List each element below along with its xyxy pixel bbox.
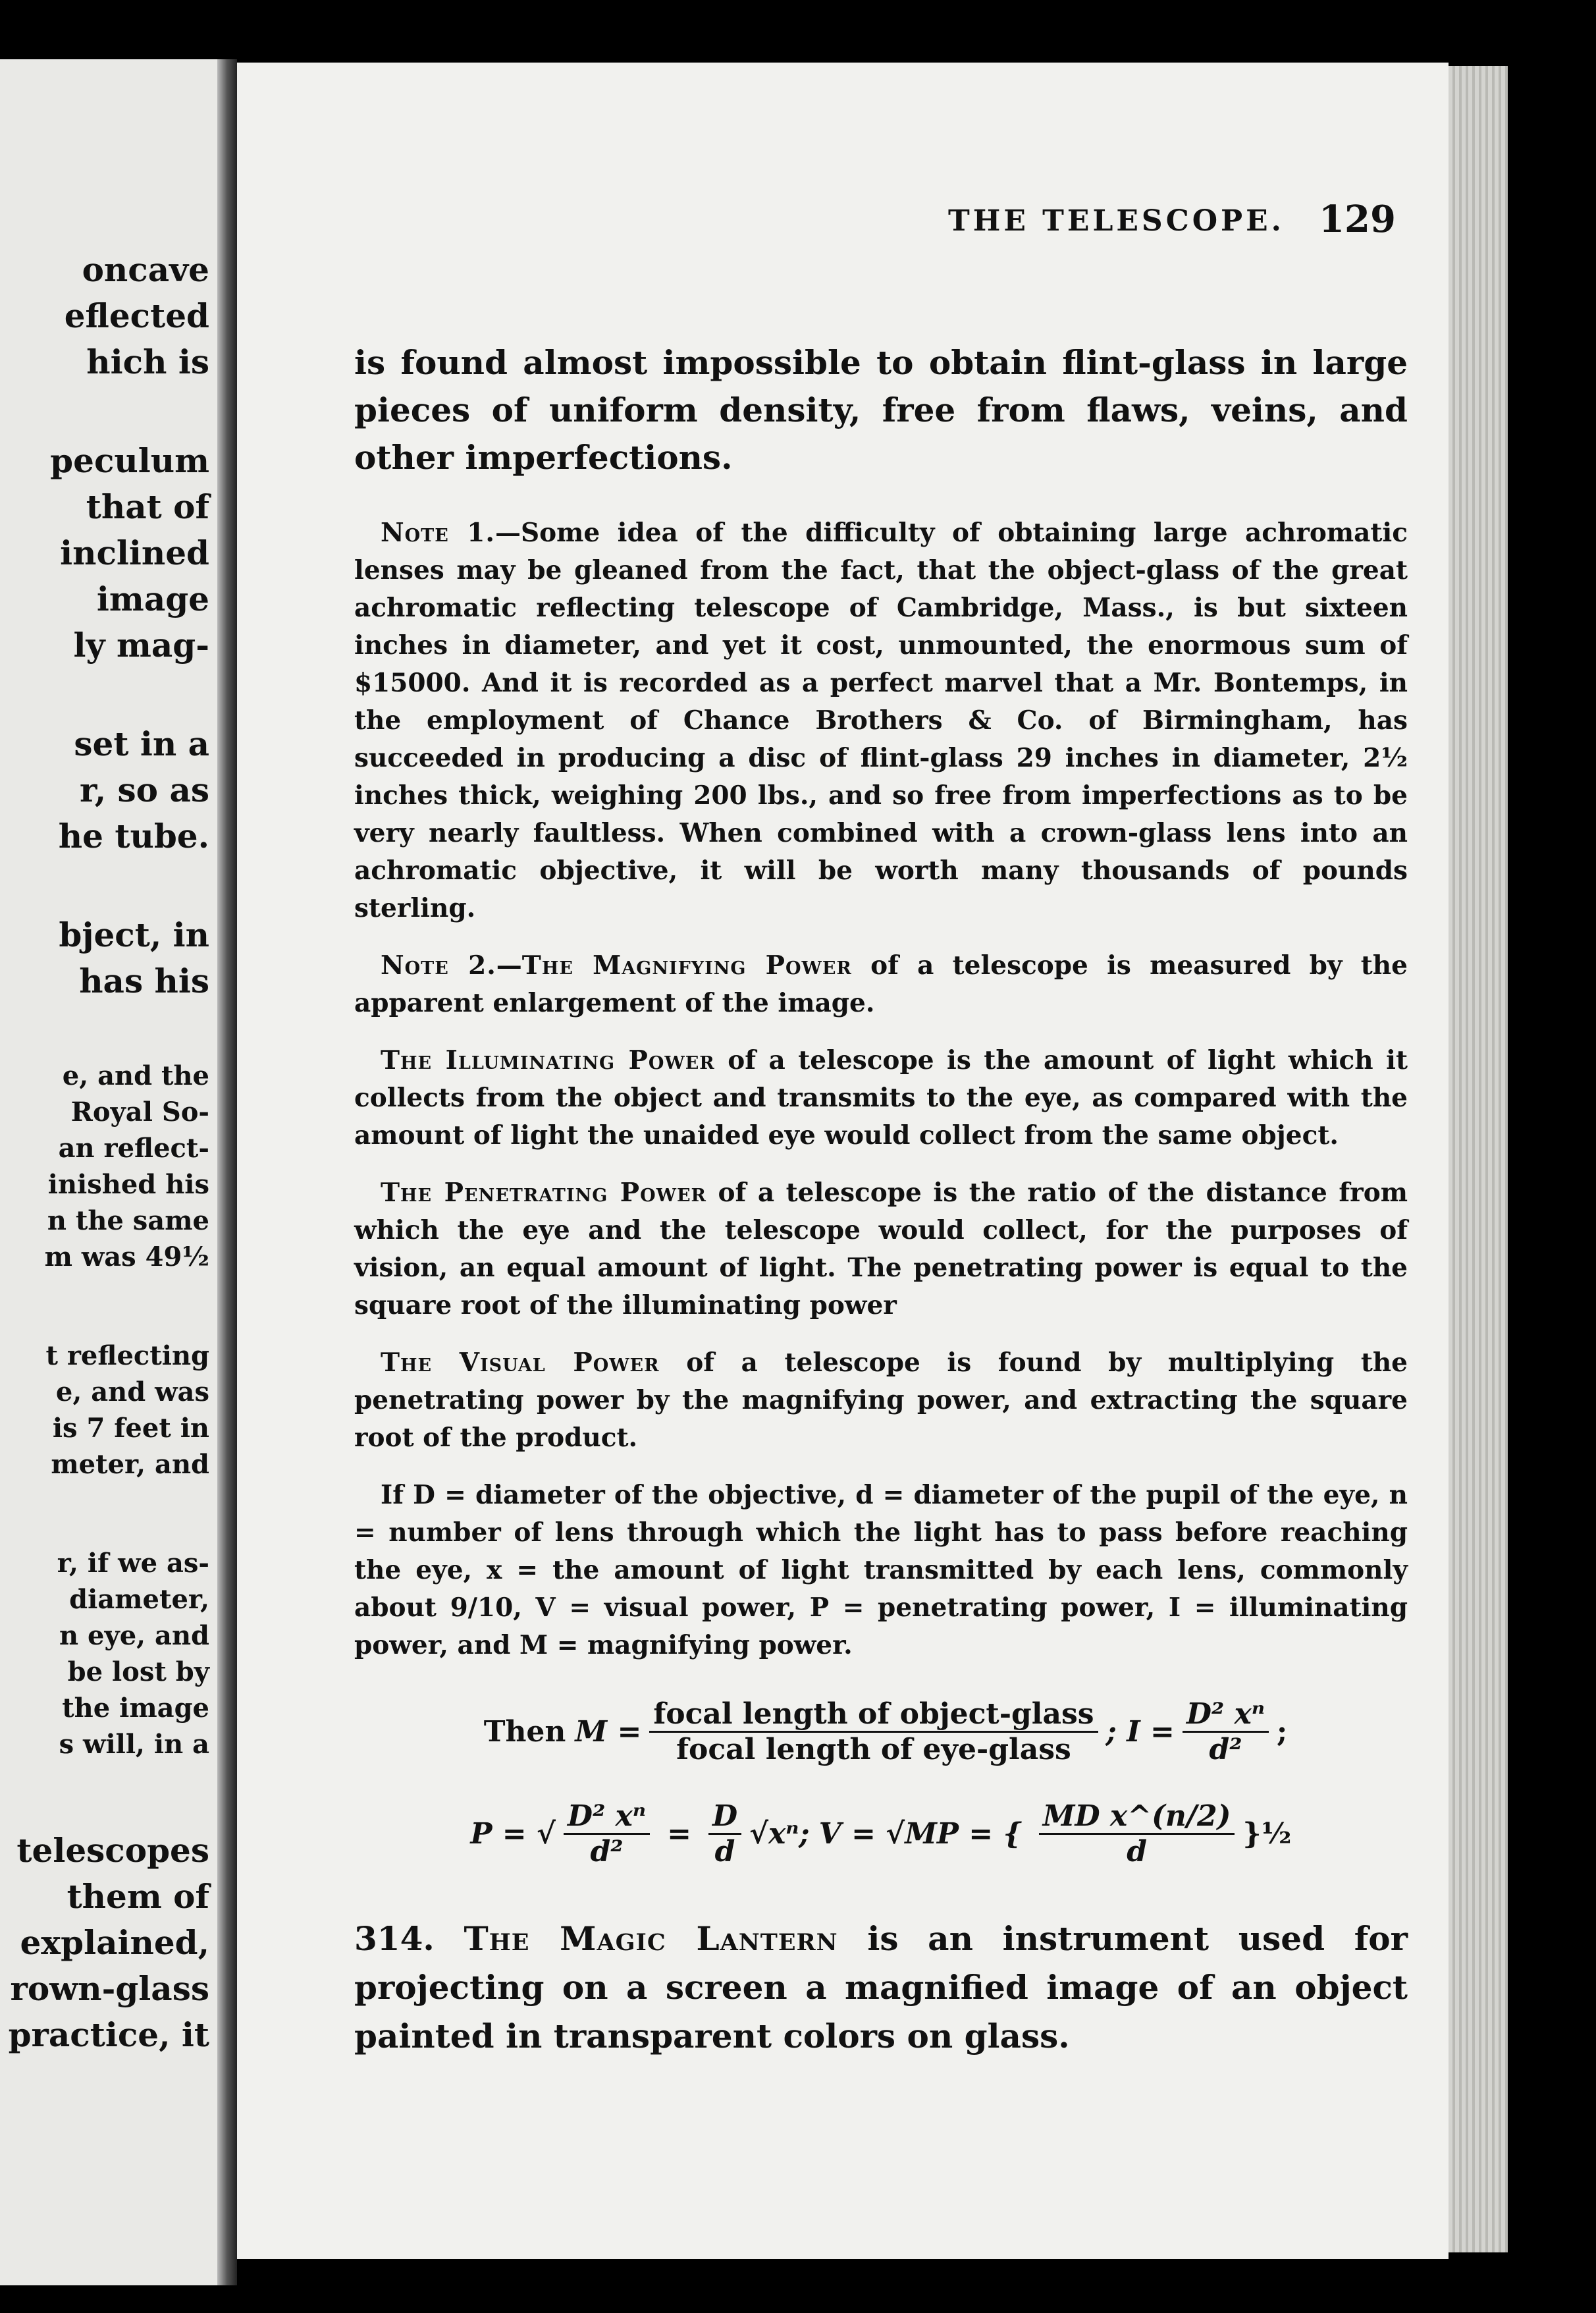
- note-1-text: —Some idea of the difficulty of obtaining large achromatic lenses may be gleaned from the fact, that the object-glass of the great achromatic reflecting telescope of Cambridge, Mass., is but sixteen inches in diameter, and yet it cost, unmounted, the enormous sum of $15000. And it is recorded as a perfect marvel that a Mr. Bontemps, in the employment of Chance Brothers & Co. of Birmingham, has succeeded in producing a disc of flint-glass 29 inches in diameter, 2½ inches thick, weighing 200 lbs., and so free from imperfections as to be very nearly faultless. When combined with a crown-glass lens into an achromatic objective, it will be worth many thousands of pounds sterling.: [354, 518, 1408, 923]
- m-numerator: focal length of object-glass: [649, 1697, 1098, 1733]
- left-page-fragment: e, and the: [62, 1060, 209, 1091]
- left-page-fragment: inclined: [60, 533, 209, 572]
- page-content: [354, 339, 1408, 2061]
- left-page-fragment: meter, and: [51, 1449, 209, 1480]
- magnifying-power-term: The Magnifying Power: [521, 950, 852, 981]
- p-numerator: D² xⁿ: [564, 1799, 650, 1835]
- left-page-fragment: practice, it: [8, 2015, 209, 2054]
- left-page-fragment: eflected: [64, 296, 209, 335]
- formula-m-i: [354, 1697, 1408, 1766]
- left-page-fragment: them of: [66, 1877, 209, 1916]
- penetrating-power-term: The Penetrating Power: [381, 1178, 706, 1208]
- left-page-fragment: e, and was: [55, 1376, 209, 1407]
- left-page-fragment: is 7 feet in: [52, 1413, 209, 1444]
- v-numerator: MD x^(n/2): [1039, 1799, 1235, 1835]
- left-page: [0, 59, 217, 2285]
- left-page-fragment: bject, in: [59, 915, 209, 954]
- left-page-fragment: peculum: [50, 441, 209, 480]
- left-page-fragment: telescopes: [16, 1831, 209, 1870]
- illuminating-power-term: The Illuminating Power: [381, 1045, 715, 1075]
- i-lhs: ; I =: [1105, 1715, 1175, 1749]
- left-page-fragment: Royal So-: [70, 1097, 209, 1128]
- penetrating-power-paragraph: [354, 1174, 1408, 1324]
- intro-paragraph: is found almost impossible to obtain flint-glass in large pieces of uniform density, free from flaws, veins, and other imperfections.: [354, 343, 1408, 477]
- note-1-label: Note 1.: [381, 518, 495, 548]
- left-page-fragment: explained,: [20, 1923, 209, 1962]
- note-2-label: Note 2.: [381, 950, 496, 981]
- v-expression: V = √MP = {: [818, 1817, 1022, 1851]
- m-fraction: [649, 1697, 1098, 1766]
- i-numerator: D² xⁿ: [1183, 1697, 1269, 1733]
- right-page: [237, 63, 1449, 2259]
- note-2: Note 2.—The Magnifying Power of a telescope is measured by the apparent enlargement of the image.: [354, 950, 1408, 1018]
- note-1: [354, 514, 1408, 927]
- i-fraction: [1183, 1697, 1269, 1766]
- p-lhs: P = √: [470, 1817, 556, 1851]
- visual-power-text: of a telescope is found by multiplying the penetrating power by the magnifying power, and extracting the square root of the product.: [354, 1347, 1408, 1453]
- left-page-fragment: an reflect-: [58, 1133, 209, 1164]
- section-314-text: is an instrument used for projecting on a screen a magnified image of an object painted in transparent colors on glass.: [354, 1919, 1408, 2055]
- illuminating-power-text: of a telescope is the amount of light which it collects from the object and transmits to the eye, as compared with the amount of light the unaided eye would collect from the same object.: [354, 1045, 1408, 1151]
- book-gutter: [217, 59, 237, 2285]
- left-page-fragment: image: [96, 580, 209, 618]
- visual-power-paragraph: [354, 1344, 1408, 1457]
- left-page-fragment: r, so as: [80, 771, 209, 809]
- magic-lantern-term: The Magic Lantern: [464, 1919, 838, 1958]
- p-fraction: [564, 1799, 650, 1868]
- illuminating-power-paragraph: [354, 1042, 1408, 1155]
- left-page-fragment: t reflecting: [45, 1340, 209, 1371]
- left-page-fragment: r, if we as-: [57, 1548, 209, 1579]
- formula-p-v: [354, 1799, 1408, 1868]
- note-2-text: of a telescope is measured by the apparent enlargement of the image.: [354, 950, 1408, 1018]
- left-page-fragment: be lost by: [67, 1656, 209, 1687]
- left-page-fragment: inished his: [47, 1169, 209, 1200]
- left-page-fragment: that of: [86, 487, 209, 526]
- i-denominator: d²: [1209, 1733, 1242, 1766]
- section-314: [354, 1915, 1408, 2061]
- left-page-fragment: has his: [79, 962, 209, 1000]
- p-ratio-numerator: D: [708, 1799, 741, 1835]
- v-fraction: [1039, 1799, 1235, 1868]
- left-page-fragment: s will, in a: [59, 1729, 209, 1760]
- p-equals: =: [667, 1817, 691, 1851]
- section-number: 314.: [354, 1919, 435, 1958]
- running-title: THE TELESCOPE.: [948, 204, 1285, 238]
- left-page-fragment: hich is: [86, 342, 209, 381]
- page-number: 129: [1319, 198, 1396, 241]
- m-denominator: focal length of eye-glass: [676, 1733, 1071, 1766]
- left-page-fragment: the image: [62, 1693, 209, 1724]
- v-denominator: d: [1127, 1835, 1147, 1868]
- definitions-paragraph: If D = diameter of the objective, d = diameter of the pupil of the eye, n = number of lens through which the light has to pass before reaching the eye, x = the amount of light transmitted by each lens, commonly about 9/10, V = visual power, P = penetrating power, I = illuminating power, and M = magnifying power.: [354, 1480, 1408, 1660]
- left-page-fragment: oncave: [82, 250, 209, 289]
- left-page-fragment: he tube.: [58, 817, 209, 856]
- left-page-fragment: diameter,: [69, 1584, 209, 1615]
- visual-power-term: The Visual Power: [381, 1347, 660, 1378]
- penetrating-power-text: of a telescope is the ratio of the distance from which the eye and the telescope would collect, for the purposes of vision, an equal amount of light. The penetrating power is equal to the square root of the illuminating power: [354, 1178, 1408, 1320]
- m-lhs: M =: [575, 1715, 642, 1749]
- p-ratio-denominator: d: [714, 1835, 735, 1868]
- p-root: √xⁿ;: [749, 1817, 810, 1851]
- p-denominator: d²: [590, 1835, 624, 1868]
- p-ratio: [708, 1799, 741, 1868]
- left-page-fragment: m was 49½: [44, 1241, 209, 1272]
- then-word: Then: [483, 1715, 566, 1749]
- left-page-fragment: ly mag-: [73, 626, 209, 665]
- left-page-fragment: set in a: [74, 724, 209, 763]
- left-page-fragment: n eye, and: [59, 1620, 209, 1651]
- left-page-fragment: n the same: [47, 1205, 209, 1236]
- left-page-fragment: rown-glass: [10, 1969, 209, 2008]
- i-end: ;: [1277, 1715, 1288, 1749]
- v-end: }½: [1242, 1817, 1292, 1851]
